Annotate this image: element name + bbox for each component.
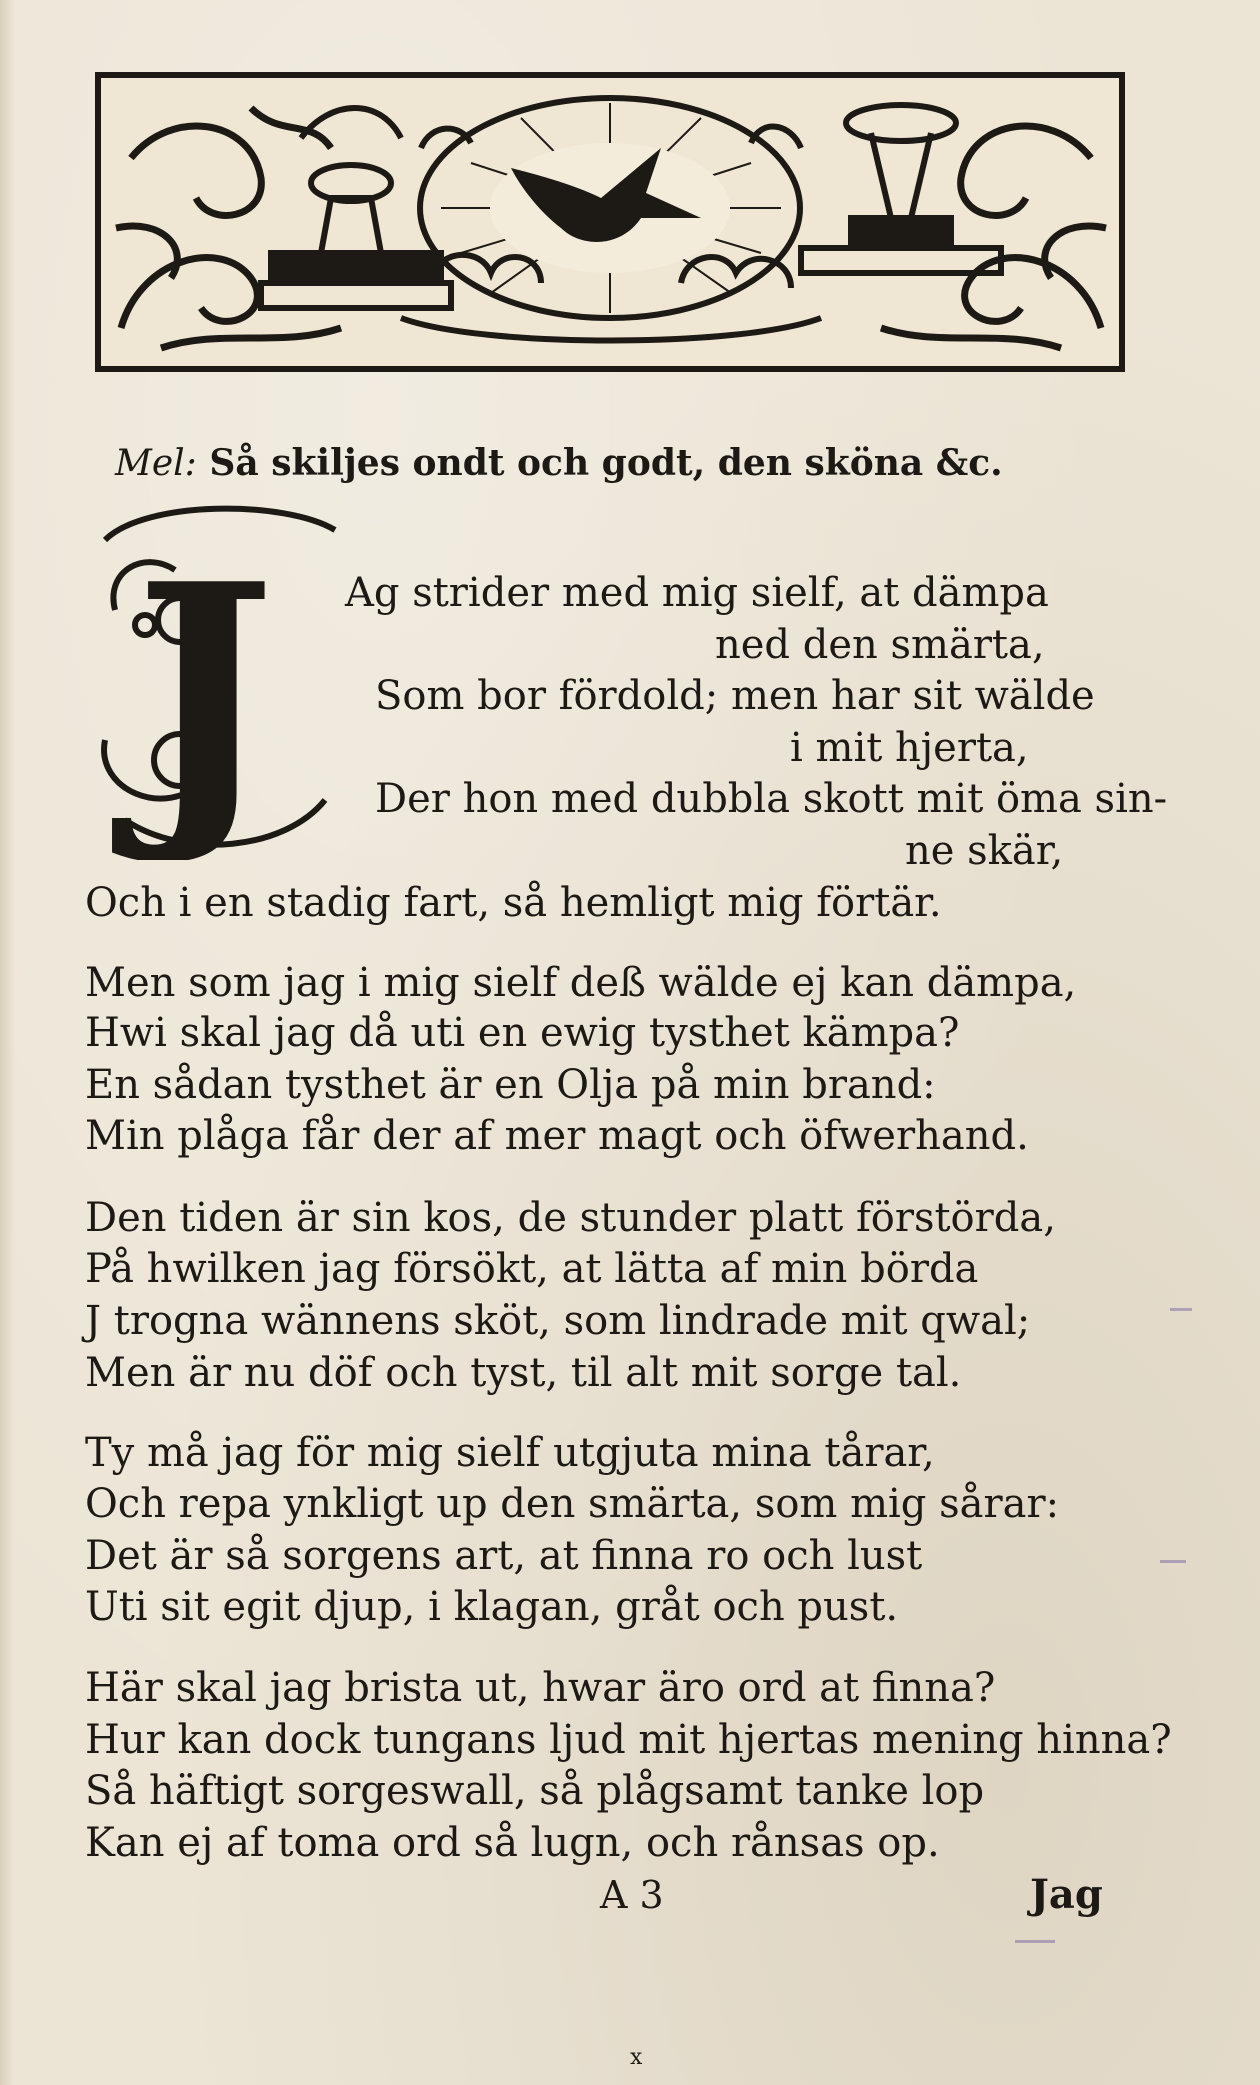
footer-mark: x xyxy=(630,2045,643,2070)
stanza-5-line-4: Kan ej af toma ord så lugn, och rånsas op. xyxy=(85,1820,940,1866)
signature-mark: A 3 xyxy=(600,1873,664,1917)
stanza-2-line-1: Men som jag i mig sielf deß wälde ej kan dämpa, xyxy=(85,960,1077,1006)
stanza-1-line-3: Som bor fördold; men har sit wälde xyxy=(375,673,1095,719)
stanza-3-line-2: På hwilken jag försökt, at lätta af min börda xyxy=(85,1246,979,1292)
stanza-4-line-2: Och repa ynkligt up den smärta, som mig sårar: xyxy=(85,1481,1060,1527)
stanza-2-line-2: Hwi skal jag då uti en ewig tysthet kämpa? xyxy=(85,1010,960,1056)
margin-ink-mark xyxy=(1170,1308,1192,1311)
stanza-4-line-1: Ty må jag för mig sielf utgjuta mina tårar, xyxy=(85,1430,935,1476)
stanza-1-line-6: ne skär, xyxy=(905,828,1064,874)
stanza-4-line-4: Uti sit egit djup, i klagan, gråt och pust. xyxy=(85,1584,899,1630)
stanza-5-line-2: Hur kan dock tungans ljud mit hjertas mening hinna? xyxy=(85,1717,1172,1763)
initial-letter: J xyxy=(134,518,276,860)
stanza-1-line-2: ned den smärta, xyxy=(715,622,1045,668)
stanza-2-line-3: En sådan tysthet är en Olja på min brand: xyxy=(85,1062,936,1108)
margin-ink-mark xyxy=(1015,1940,1055,1943)
stanza-5-line-1: Här skal jag brista ut, hwar äro ord at finna? xyxy=(85,1665,996,1711)
margin-ink-mark xyxy=(1160,1560,1186,1563)
initial-ornament xyxy=(85,500,345,860)
stanza-3-line-4: Men är nu döf och tyst, til alt mit sorge tal. xyxy=(85,1350,962,1396)
stanza-5-line-3: Så häftigt sorgeswall, så plågsamt tanke lop xyxy=(85,1768,985,1814)
stanza-1-line-5: Der hon med dubbla skott mit öma sin- xyxy=(375,776,1168,822)
catchword: Jag xyxy=(1030,1871,1103,1918)
stanza-3-line-3: J trogna wännens sköt, som lindrade mit qwal; xyxy=(85,1298,1031,1344)
stanza-1-line-4: i mit hjerta, xyxy=(790,725,1029,771)
stanza-1-line-7: Och i en stadig fart, så hemligt mig förtär. xyxy=(85,880,942,926)
melody-text: Så skiljes ondt och godt, den sköna &c. xyxy=(209,442,1003,484)
stanza-3-line-1: Den tiden är sin kos, de stunder platt förstörda, xyxy=(85,1195,1056,1241)
decorated-initial xyxy=(85,500,345,860)
stanza-4-line-3: Det är så sorgens art, at finna ro och lust xyxy=(85,1533,923,1579)
stanza-1-line-1: Ag strider med mig sielf, at dämpa xyxy=(345,570,1049,616)
melody-label: Mel: xyxy=(115,443,197,484)
stanza-2-line-4: Min plåga får der af mer magt och öfwerhand. xyxy=(85,1113,1029,1159)
melody-line xyxy=(115,440,1003,487)
